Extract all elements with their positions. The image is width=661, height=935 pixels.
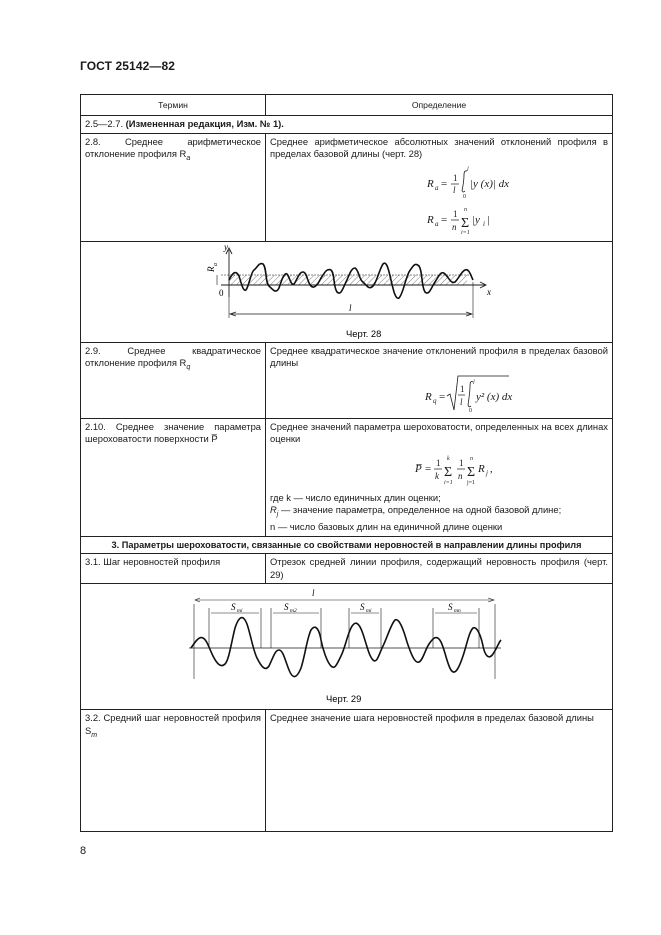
svg-text:mi: mi: [366, 608, 372, 615]
svg-text:Σ: Σ: [467, 464, 476, 480]
svg-text:=: =: [441, 213, 448, 226]
svg-text:j=1: j=1: [467, 479, 476, 486]
definition-cell: Среднее значений параметра шероховатости, определенных на всех длинах оценки P̅ = 1 k Σ k i=1 1 n Σ n j=1 R j , где k — число единичных длин оценки; $R_j$ — значение параметра, определенное на одной базовой длине; n — число базовых длин на единичной длине оценки: [266, 418, 613, 536]
figure-29-row: [81, 584, 613, 710]
svg-text:Черт. 28: Черт. 28: [346, 327, 382, 339]
svg-text:mi: mi: [237, 608, 243, 615]
svg-text:y: y: [224, 241, 228, 252]
svg-text:R: R: [206, 266, 216, 272]
svg-text:a: a: [213, 262, 219, 266]
term-cell: 3.1. Шаг неровностей профиля: [81, 554, 266, 584]
svg-text:l: l: [349, 302, 352, 313]
svg-text:k: k: [435, 470, 439, 481]
svg-text:0: 0: [219, 287, 224, 298]
step-label-4: S: [448, 602, 453, 613]
svg-text:a: a: [435, 219, 439, 228]
table-header-row: [81, 95, 613, 116]
definition-cell: Среднее арифметическое абсолютных значений отклонений профиля в пределах базовой длины (черт. 28) R a = 1 l l 0 |y (x)| dx R a = 1 n Σ n i=1 |y i |: [266, 133, 613, 241]
step-label-3: S: [360, 602, 365, 613]
legend-line-n: n — число базовых длин на единичной длине оценки: [270, 521, 503, 533]
svg-text:1: 1: [459, 457, 464, 468]
svg-text:j: j: [486, 468, 488, 477]
figure-29-cell: [81, 584, 613, 710]
legend-line-k: где k — число единичных длин оценки;: [270, 491, 441, 503]
section-3-heading: 3. Параметры шероховатости, связанные со свойствами неровностей в направлении длины профиля: [81, 536, 613, 554]
section-3-row: [81, 536, 613, 554]
svg-text:R: R: [427, 213, 434, 226]
svg-text:P̅: P̅: [415, 462, 422, 475]
formula-ra: [359, 161, 519, 239]
svg-text:i=1: i=1: [461, 229, 470, 236]
table-row: [81, 342, 613, 418]
table-row: [81, 554, 613, 584]
definition-cell: Отрезок средней линии профиля, содержащий неровность профиля (черт. 29): [266, 554, 613, 584]
svg-text:l: l: [467, 166, 469, 173]
svg-text:|y (x)| dx: |y (x)| dx: [470, 177, 510, 190]
svg-text:n: n: [452, 221, 457, 232]
svg-text:Σ: Σ: [444, 464, 453, 480]
svg-text:n: n: [464, 206, 467, 213]
formula-p: [359, 446, 519, 492]
figure-28-row: [81, 241, 613, 342]
term-cell: 2.9. Среднее квадратическое отклонение профиля $R_q$: [81, 342, 266, 418]
svg-text:0: 0: [463, 193, 466, 200]
table-row: [81, 418, 613, 536]
column-header-definition: Определение: [266, 95, 613, 116]
svg-text:|y: |y: [472, 213, 480, 226]
page-number: 8: [80, 845, 87, 857]
svg-text:=: =: [425, 462, 432, 475]
svg-text:,: ,: [490, 462, 493, 475]
svg-text:i=1: i=1: [444, 479, 453, 486]
svg-text:l: l: [473, 379, 475, 386]
svg-text:y² (x) dx: y² (x) dx: [476, 390, 513, 403]
svg-text:R: R: [427, 177, 434, 190]
term-cell: 3.2. Средний шаг неровностей профиля $S_m$: [81, 710, 266, 832]
svg-text:|: |: [487, 213, 491, 226]
svg-text:mn: mn: [454, 608, 461, 615]
svg-text:q: q: [433, 396, 437, 405]
svg-text:1: 1: [453, 172, 458, 183]
profile-curve: [191, 618, 501, 677]
svg-text:Σ: Σ: [461, 215, 470, 231]
svg-text:n: n: [470, 455, 473, 462]
svg-text:a: a: [435, 183, 439, 192]
svg-text:m2: m2: [290, 608, 297, 615]
term-cell: 2.8. Среднее арифметическое отклонение профиля $R_a$: [81, 133, 266, 241]
svg-text:l: l: [453, 184, 456, 195]
svg-text:1: 1: [460, 383, 465, 394]
terms-table: [80, 94, 613, 832]
step-label-2: S: [284, 602, 289, 613]
amendment-note: 2.5—2.7. (Измененная редакция, Изм. № 1).: [81, 116, 613, 134]
svg-text:1: 1: [453, 208, 458, 219]
svg-text:=: =: [439, 390, 446, 403]
table-row: [81, 133, 613, 241]
amendment-note-row: [81, 116, 613, 134]
svg-text:l: l: [460, 396, 463, 407]
step-label-1: S: [231, 602, 236, 613]
svg-text:1: 1: [436, 457, 441, 468]
definition-cell: Среднее квадратическое значение отклонений профиля в пределах базовой длины R q = 1 l l 0 y² (x) dx: [266, 342, 613, 418]
svg-text:x: x: [487, 286, 491, 297]
table-row: [81, 710, 613, 832]
svg-text:i: i: [483, 219, 485, 228]
figure-29-profile: [81, 584, 612, 709]
svg-text:0: 0: [469, 407, 472, 414]
svg-text:n: n: [458, 470, 463, 481]
column-header-term: Термин: [81, 95, 266, 116]
svg-text:=: =: [441, 177, 448, 190]
svg-text:R: R: [425, 390, 432, 403]
figure-28-cell: [81, 241, 613, 342]
svg-text:l: l: [312, 588, 315, 599]
legend-line-rj: $R_j$ — значение параметра, определенное на одной базовой длине;: [270, 504, 562, 518]
definition-cell: Среднее значение шага неровностей профиля в пределах базовой длины: [266, 710, 613, 832]
formula-rq: [359, 370, 519, 416]
term-cell: 2.10. Среднее значение параметра шероховатости поверхности P̅: [81, 418, 266, 536]
document-code: ГОСТ 25142—82: [80, 59, 176, 73]
svg-text:Черт. 29: Черт. 29: [326, 693, 362, 705]
svg-text:k: k: [447, 455, 450, 462]
svg-text:R: R: [478, 462, 485, 475]
figure-28-profile: [81, 242, 612, 342]
